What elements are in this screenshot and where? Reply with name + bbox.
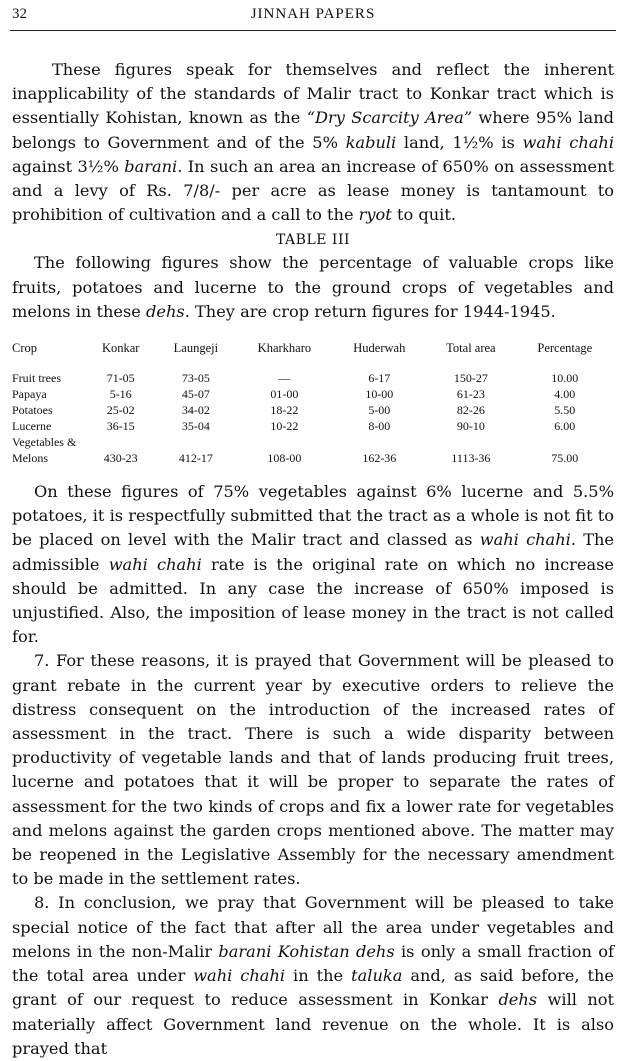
text-run: to quit. [391, 205, 456, 225]
crop-table [12, 334, 616, 466]
table-cell: 75.00 [551, 451, 579, 466]
text-run: in the [285, 966, 352, 986]
paragraph-3 [12, 480, 614, 649]
table-cell: 150-27 [453, 371, 488, 386]
table-cell: 61-23 [456, 387, 485, 402]
table-cell: Vegetables & [12, 435, 77, 450]
text-run: . The admissible [12, 530, 614, 574]
table-cell [238, 434, 334, 450]
text-run: . In such an area an increase of 650% on assessment and a levy of Rs. 7/8/- per acre as lease money is tantamount to prohibition of cultivation and a call to the [12, 156, 614, 225]
paragraph-1 [12, 58, 614, 227]
table-cell: Melons [12, 451, 48, 466]
text-run: where 95% land belongs to Government and of the 5% [12, 108, 614, 152]
column-header: Kharkharo [257, 341, 312, 356]
page-header [12, 2, 614, 28]
text-run: and, as said before, the grant of our request to reduce assessment in Konkar [12, 966, 614, 1010]
table-cell: 25-02 [106, 403, 135, 418]
italic-run: barani Kohistan dehs [218, 941, 395, 961]
table-cell [88, 434, 157, 450]
italic-run: wahi chahi [479, 530, 571, 550]
italic-run: dehs [146, 301, 185, 321]
table-cell: 18-22 [270, 403, 299, 418]
italic-run: kabuli [345, 132, 397, 152]
italic-run: taluka [351, 966, 403, 986]
column-header: Total area [446, 341, 496, 356]
table-cell [428, 434, 517, 450]
header-rule [10, 30, 616, 31]
table-cell: Fruit trees [12, 371, 61, 386]
table-cell: 01-00 [270, 387, 299, 402]
table-cell: 6.00 [554, 419, 576, 434]
table-cell: 35-04 [181, 419, 210, 434]
table-cell: 71-05 [106, 371, 135, 386]
column-header: Huderwah [353, 341, 406, 356]
text-run: will not materially affect Government land revenue on the whole. It is also prayed that [12, 990, 614, 1058]
italic-run: dehs [498, 990, 538, 1010]
page-number: 32 [12, 6, 27, 22]
table-cell: 108-00 [267, 451, 302, 466]
table-cell: 5.50 [554, 403, 576, 418]
table-cell: 90-10 [456, 419, 485, 434]
table-cell: 10-22 [270, 419, 299, 434]
table-row [12, 450, 616, 466]
text-run: These figures speak for themselves and reflect the inherent inapplicability of the standards of Malir tract to Konkar tract which is essentially Kohistan, known as the [12, 60, 614, 128]
table-cell: Potatoes [12, 403, 53, 418]
table-cell [157, 434, 238, 450]
column-header: Konkar [101, 341, 140, 356]
table-cell: Papaya [12, 387, 47, 402]
text-run: On these figures of 75% vegetables against 6% lucerne and 5.5% potatoes, it is respectfully submitted that the tract as a whole is not fit to be placed on level with the Malir tract and classed as [12, 482, 614, 550]
table-row [12, 370, 616, 386]
text-run: 8. In conclusion, we pray that Government will be pleased to take special notice of the fact that after all the area under vegetables and melons in the non-Malir [12, 893, 614, 961]
table-cell: 1113-36 [451, 451, 491, 466]
column-header: Crop [12, 341, 37, 356]
text-run: is only a small fraction of the total area under [12, 941, 614, 986]
text-run: . They are crop return figures for 1944-1945. [184, 301, 556, 321]
text-run: rate is the original rate on which no increase should be admitted. In any case the increase of 650% imposed is unjustified. Also, the imposition of lease money in the tract is not called for. [12, 554, 614, 647]
table-cell: 34-02 [181, 403, 210, 418]
table-cell [518, 434, 616, 450]
italic-run: wahi chahi [193, 966, 286, 986]
paragraph-4: 7. For these reasons, it is prayed that Government will be pleased to grant rebate in the current year by executive orders to relieve the distress consequent on the introduction of the increased rates of assessment in the tract. There is such a wide disparity between productivity of vegetable lands and that of lands producing fruit trees, lucerne and potatoes that it will be proper to separate the rates of assessment for the two kinds of crops and fix a lower rate for vegetables and melons against the garden crops mentioned above. The matter may be reopened in the Legislative Assembly for the necessary amendment to be made in the settlement rates. [12, 651, 614, 889]
table-row [12, 402, 616, 418]
italic-run: barani [124, 156, 178, 176]
table-cell: 73-05 [181, 371, 210, 386]
table-cell: 430-23 [103, 451, 138, 466]
running-head: JINNAH PAPERS [250, 6, 376, 22]
table-cell: 45-07 [181, 387, 210, 402]
table-cell: 10.00 [551, 371, 579, 386]
italic-run: “Dry Scarcity Area” [306, 108, 473, 128]
table-cell: 82-26 [456, 403, 485, 418]
italic-run: wahi chahi [522, 132, 614, 152]
table-cell: 8-00 [368, 419, 391, 434]
table-row [12, 418, 616, 434]
table-cell [334, 434, 428, 450]
table-header-row [12, 334, 616, 370]
italic-run: wahi chahi [108, 554, 202, 574]
column-header: Laungeji [173, 341, 219, 356]
body-text [12, 58, 614, 1061]
table-row [12, 386, 616, 402]
table-cell: 5-00 [368, 403, 391, 418]
column-header: Percentage [537, 341, 593, 356]
table-cell: 5-16 [109, 387, 132, 402]
text-run: The following figures show the percentage of valuable crops like fruits, potatoes and lucerne to the ground crops of vegetables and melons in these [12, 253, 614, 321]
table-cell: — [278, 371, 291, 386]
table-title: TABLE III [275, 232, 351, 249]
table-cell: Lucerne [12, 419, 52, 434]
italic-run: ryot [358, 205, 392, 225]
table-cell: 36-15 [106, 419, 135, 434]
table-cell: 10-00 [365, 387, 394, 402]
paragraph-2 [12, 251, 614, 324]
text-run: land, 1½% is [396, 132, 523, 152]
text-run: against 3½% [12, 156, 125, 176]
table-row [12, 434, 616, 450]
paragraph-5 [12, 891, 614, 1060]
table-cell: 162-36 [362, 451, 397, 466]
table-cell: 4.00 [554, 387, 576, 402]
table-cell: 6-17 [368, 371, 391, 386]
table-cell: 412-17 [178, 451, 213, 466]
